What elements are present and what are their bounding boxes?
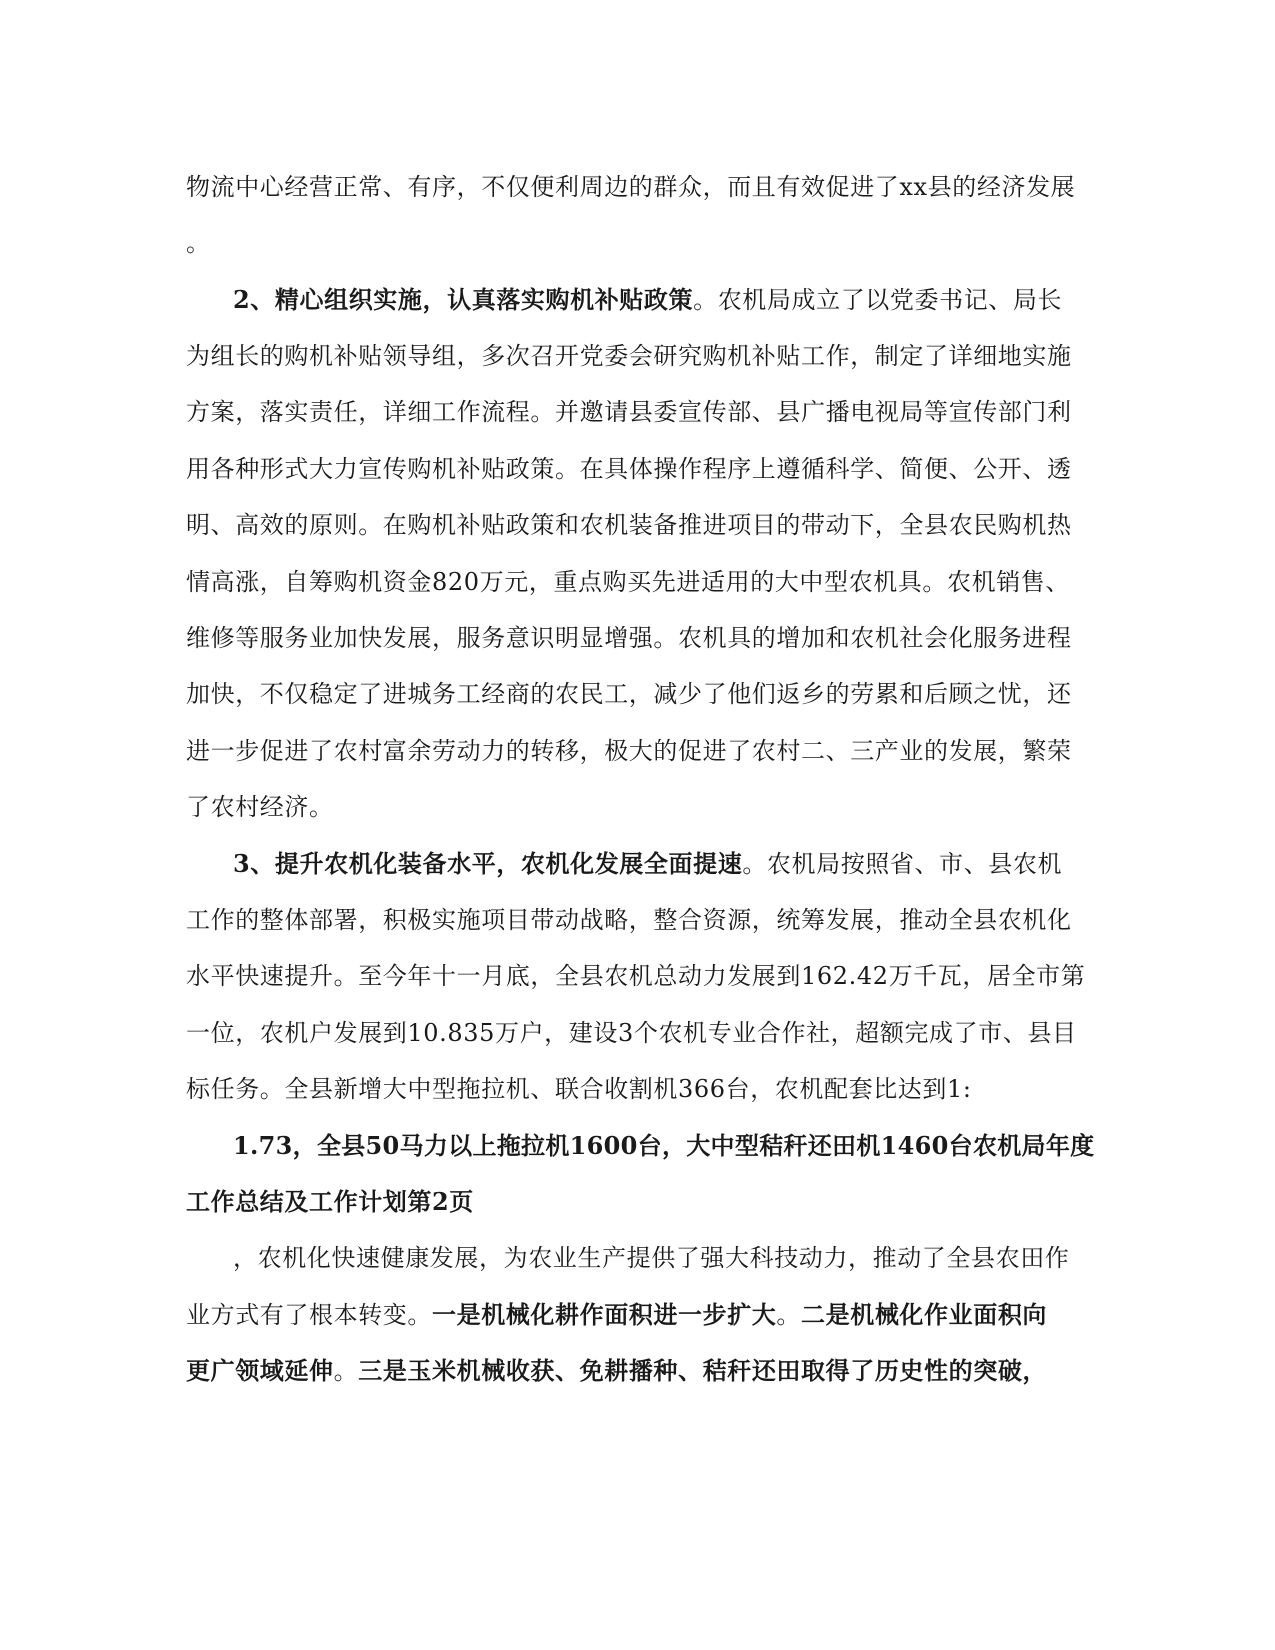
- text-run: 一位，农机户发展到10.835万户，建设3个农机专业合作社，超额完成了市、县目: [186, 1019, 1077, 1047]
- paragraph-line: [233, 1243, 1086, 1273]
- text-run: ，农机化快速健康发展，为农业生产提供了强大科技动力，推动了全县农田作: [233, 1244, 1070, 1272]
- paragraph-line: [186, 1300, 1086, 1330]
- text-run: 物流中心经营正常、有序，不仅便利周边的群众，而且有效促进了xx县的经济发展: [186, 173, 1076, 201]
- section-3-heading-line: [233, 849, 1086, 879]
- text-run: 。: [776, 1301, 802, 1329]
- paragraph-line: [186, 510, 1086, 540]
- text-run: 工作的整体部署，积极实施项目带动战略，整合资源，统筹发展，推动全县农机化: [186, 906, 1072, 934]
- paragraph-line: [186, 736, 1086, 766]
- page-title-run: 工作总结及工作计划第2页: [186, 1187, 474, 1216]
- point-one: 一是机械化耕作面积进一步扩大: [432, 1300, 777, 1329]
- paragraph-line: [186, 1074, 1086, 1104]
- point-two-cont: 更广领域延伸: [186, 1356, 334, 1385]
- paragraph-line: [186, 905, 1086, 935]
- paragraph-line: [186, 792, 1086, 822]
- paragraph-line: [186, 454, 1086, 484]
- text-run: 用各种形式大力宣传购机补贴政策。在具体操作程序上遵循科学、简便、公开、透: [186, 455, 1072, 483]
- bold-heading-line: [233, 1131, 1095, 1161]
- text-run: 业方式有了根本转变。: [186, 1301, 432, 1329]
- section-2-heading-line: [233, 285, 1086, 315]
- paragraph-line: [186, 397, 1086, 427]
- point-two: 二是机械化作业面积向: [801, 1300, 1048, 1329]
- paragraph-line: [186, 679, 1086, 709]
- text-run: 明、高效的原则。在购机补贴政策和农机装备推进项目的带动下，全县农民购机热: [186, 511, 1072, 539]
- paragraph-line: [186, 1356, 1086, 1386]
- text-run: 进一步促进了农村富余劳动力的转移，极大的促进了农村二、三产业的发展，繁荣: [186, 737, 1072, 765]
- text-run: 加快，不仅稳定了进城务工经商的农民工，减少了他们返乡的劳累和后顾之忧，还: [186, 680, 1072, 708]
- text-run: 。农机局成立了以党委书记、局长: [693, 286, 1063, 314]
- page-title-run: 1.73，全县50马力以上拖拉机1600台，大中型秸秆还田机1460台农机局年度: [233, 1131, 1095, 1160]
- section-3-heading: 3、提升农机化装备水平，农机化发展全面提速: [233, 849, 743, 878]
- section-2-heading: 2、精心组织实施，认真落实购机补贴政策: [233, 285, 694, 314]
- text-run: 情高涨，自筹购机资金820万元，重点购买先进适用的大中型农机具。农机销售、: [186, 568, 1071, 596]
- text-run: 维修等服务业加快发展，服务意识明显增强。农机具的增加和农机社会化服务进程: [186, 624, 1072, 652]
- text-run: 。: [333, 1357, 359, 1385]
- text-run: 。: [186, 229, 211, 257]
- text-run: 水平快速提升。至今年十一月底，全县农机总动力发展到162.42万千瓦，居全市第: [186, 962, 1086, 990]
- text-run: 了农村经济。: [186, 793, 334, 821]
- paragraph-line: [186, 623, 1086, 653]
- text-run: 。农机局按照省、市、县农机: [742, 850, 1063, 878]
- bold-heading-line: [186, 1187, 1086, 1217]
- paragraph-line: [186, 228, 1086, 258]
- text-run: 方案，落实责任，详细工作流程。并邀请县委宣传部、县广播电视局等宣传部门利: [186, 398, 1072, 426]
- paragraph-line: [186, 961, 1086, 991]
- text-run: 标任务。全县新增大中型拖拉机、联合收割机366台，农机配套比达到1:: [186, 1075, 972, 1103]
- text-run: 为组长的购机补贴领导组，多次召开党委会研究购机补贴工作，制定了详细地实施: [186, 342, 1072, 370]
- paragraph-line: [186, 341, 1086, 371]
- paragraph-line: [186, 567, 1086, 597]
- paragraph-line: [186, 1018, 1086, 1048]
- paragraph-line: [186, 172, 1086, 202]
- point-three: 三是玉米机械收获、免耕播种、秸秆还田取得了历史性的突破，: [358, 1356, 1048, 1385]
